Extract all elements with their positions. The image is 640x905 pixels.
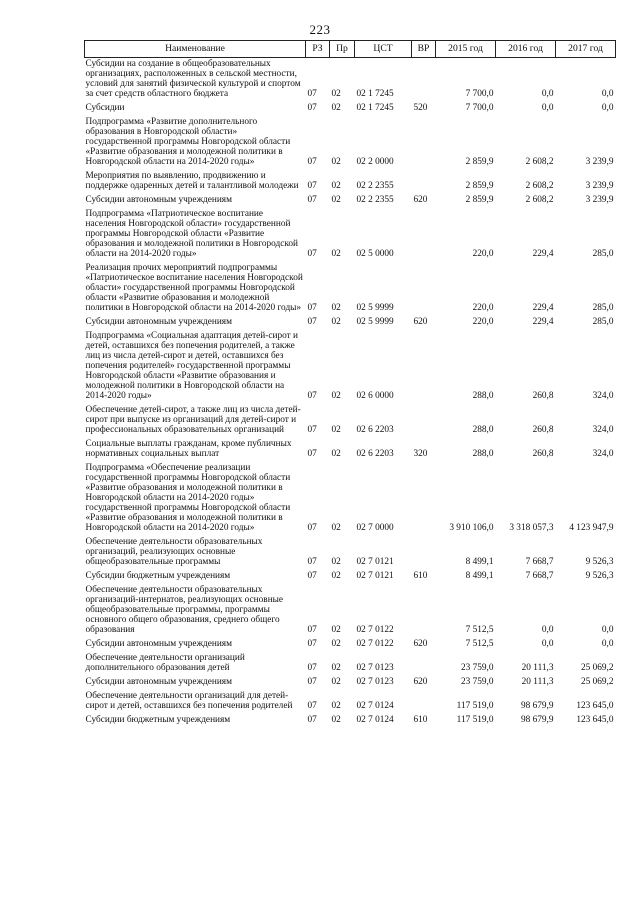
cell-name: Субсидии автономным учреждениям bbox=[85, 639, 232, 649]
cell-vr bbox=[412, 534, 436, 568]
cell-2015: 288,0 bbox=[472, 449, 494, 459]
cell-pr: 02 bbox=[331, 571, 341, 581]
cell-cst: 02 7 0121 bbox=[356, 571, 394, 581]
cell-name: Субсидии на создание в общеобразовательных организациях, расположенных в сельской местности, условий для занятий физической культурой и спортом за счет средств областного бюджета bbox=[85, 59, 301, 99]
cell-2017: 0,0 bbox=[601, 639, 614, 649]
header-cst: ЦСТ bbox=[355, 41, 412, 58]
cell-pr: 02 bbox=[331, 181, 341, 191]
cell-2017: 0,0 bbox=[601, 89, 614, 99]
cell-2016: 2 608,2 bbox=[525, 157, 554, 167]
cell-rz: 07 bbox=[307, 195, 317, 205]
cell-name: Субсидии автономным учреждениям bbox=[85, 677, 232, 687]
cell-vr bbox=[412, 688, 436, 712]
cell-name: Социальные выплаты гражданам, кроме публичных нормативных социальных выплат bbox=[85, 439, 292, 459]
cell-2017: 324,0 bbox=[592, 425, 614, 435]
cell-cst: 02 7 0122 bbox=[356, 639, 394, 649]
cell-name: Обеспечение деятельности организаций для детей-сирот и детей, оставшихся без попечения родителей bbox=[85, 691, 293, 711]
cell-rz: 07 bbox=[307, 557, 317, 567]
table-row bbox=[85, 712, 616, 726]
cell-cst: 02 7 0124 bbox=[356, 715, 394, 725]
cell-name: Подпрограмма «Обеспечение реализации государственной программы Новгородской области «Развитие образования и молодежной политики в Новгородской области на 2014-2020 годы» государственной программы Новгородской области «Развитие образования и молодежной политики в Новгородской области на 2014-2020 годы» bbox=[85, 463, 291, 533]
cell-2017: 0,0 bbox=[601, 625, 614, 635]
cell-2017: 3 239,9 bbox=[585, 157, 614, 167]
cell-cst: 02 5 0000 bbox=[356, 249, 394, 259]
cell-2015: 3 910 106,0 bbox=[449, 523, 494, 533]
cell-2016: 229,4 bbox=[532, 249, 554, 259]
table-row bbox=[85, 460, 616, 534]
cell-name: Обеспечение деятельности образовательных организаций, реализующих основные общеобразовательные программы bbox=[85, 537, 263, 567]
cell-rz: 07 bbox=[307, 677, 317, 687]
cell-vr bbox=[412, 58, 436, 101]
cell-vr bbox=[412, 206, 436, 260]
header-2017: 2017 год bbox=[556, 41, 616, 58]
cell-vr: 620 bbox=[413, 317, 428, 327]
cell-pr: 02 bbox=[331, 425, 341, 435]
cell-rz: 07 bbox=[307, 391, 317, 401]
cell-2015: 23 759,0 bbox=[460, 677, 494, 687]
table-row bbox=[85, 650, 616, 674]
cell-pr: 02 bbox=[331, 195, 341, 205]
cell-rz: 07 bbox=[307, 639, 317, 649]
cell-cst: 02 7 0124 bbox=[356, 701, 394, 711]
header-2015: 2015 год bbox=[436, 41, 496, 58]
cell-2017: 324,0 bbox=[592, 391, 614, 401]
cell-2015: 220,0 bbox=[472, 317, 494, 327]
cell-2015: 288,0 bbox=[472, 391, 494, 401]
cell-cst: 02 2 2355 bbox=[356, 195, 394, 205]
cell-2015: 7 512,5 bbox=[465, 639, 494, 649]
cell-2016: 2 608,2 bbox=[525, 195, 554, 205]
table-row bbox=[85, 192, 616, 206]
cell-rz: 07 bbox=[307, 449, 317, 459]
cell-pr: 02 bbox=[331, 303, 341, 313]
cell-rz: 07 bbox=[307, 89, 317, 99]
cell-2016: 0,0 bbox=[541, 103, 554, 113]
cell-pr: 02 bbox=[331, 557, 341, 567]
cell-rz: 07 bbox=[307, 303, 317, 313]
cell-rz: 07 bbox=[307, 571, 317, 581]
cell-2015: 8 499,1 bbox=[465, 557, 494, 567]
cell-pr: 02 bbox=[331, 317, 341, 327]
cell-name: Субсидии автономным учреждениям bbox=[85, 317, 232, 327]
cell-pr: 02 bbox=[331, 89, 341, 99]
cell-2017: 9 526,3 bbox=[585, 557, 614, 567]
cell-rz: 07 bbox=[307, 103, 317, 113]
cell-2016: 229,4 bbox=[532, 303, 554, 313]
cell-2016: 20 111,3 bbox=[521, 663, 554, 673]
cell-2015: 23 759,0 bbox=[460, 663, 494, 673]
cell-vr bbox=[412, 114, 436, 168]
cell-pr: 02 bbox=[331, 677, 341, 687]
cell-2016: 229,4 bbox=[532, 317, 554, 327]
cell-cst: 02 7 0123 bbox=[356, 677, 394, 687]
cell-name: Обеспечение детей-сирот, а также лиц из числа детей-сирот при выпуске из организаций для детей-сирот и профессиональных образовательных организаций bbox=[85, 405, 301, 435]
cell-2016: 0,0 bbox=[541, 89, 554, 99]
cell-vr bbox=[412, 328, 436, 402]
cell-pr: 02 bbox=[331, 715, 341, 725]
cell-name: Обеспечение деятельности образовательных организаций-интернатов, реализующих основные общеобразовательные программы, программы основного общего образования, среднего общего образования bbox=[85, 585, 284, 635]
cell-name: Субсидии бюджетным учреждениям bbox=[85, 715, 231, 725]
cell-pr: 02 bbox=[331, 523, 341, 533]
cell-pr: 02 bbox=[331, 103, 341, 113]
cell-2017: 285,0 bbox=[592, 249, 614, 259]
cell-2017: 123 645,0 bbox=[576, 701, 614, 711]
table-row bbox=[85, 114, 616, 168]
cell-pr: 02 bbox=[331, 639, 341, 649]
table-row bbox=[85, 568, 616, 582]
cell-name: Мероприятия по выявлению, продвижению и поддержке одаренных детей и талантливой молодежи bbox=[85, 171, 299, 191]
cell-cst: 02 7 0122 bbox=[356, 625, 394, 635]
cell-name: Субсидии бюджетным учреждениям bbox=[85, 571, 231, 581]
cell-vr bbox=[412, 402, 436, 436]
header-rz: РЗ bbox=[306, 41, 330, 58]
cell-pr: 02 bbox=[331, 449, 341, 459]
cell-2016: 7 668,7 bbox=[525, 557, 554, 567]
cell-vr: 320 bbox=[413, 449, 428, 459]
table-row bbox=[85, 402, 616, 436]
cell-vr: 610 bbox=[413, 715, 428, 725]
header-name: Наименование bbox=[85, 41, 306, 58]
table-row bbox=[85, 58, 616, 101]
cell-2015: 117 519,0 bbox=[456, 701, 494, 711]
budget-table bbox=[84, 40, 616, 726]
cell-2015: 2 859,9 bbox=[465, 157, 494, 167]
table-row bbox=[85, 674, 616, 688]
cell-pr: 02 bbox=[331, 625, 341, 635]
cell-vr bbox=[412, 582, 436, 636]
table-row bbox=[85, 636, 616, 650]
cell-vr bbox=[412, 168, 436, 192]
cell-rz: 07 bbox=[307, 181, 317, 191]
cell-2015: 8 499,1 bbox=[465, 571, 494, 581]
cell-2016: 260,8 bbox=[532, 391, 554, 401]
table-header bbox=[85, 41, 616, 58]
cell-2017: 4 123 947,9 bbox=[569, 523, 614, 533]
cell-2015: 220,0 bbox=[472, 249, 494, 259]
header-vr: ВР bbox=[412, 41, 436, 58]
header-row bbox=[85, 41, 616, 58]
cell-name: Подпрограмма «Патриотическое воспитание населения Новгородской области» государственной программы Новгородской области «Развитие образования и молодежной политики в Новгородской области на 2014-2020 годы» bbox=[85, 209, 299, 259]
cell-2015: 7 700,0 bbox=[465, 103, 494, 113]
cell-cst: 02 7 0000 bbox=[356, 523, 394, 533]
cell-2017: 0,0 bbox=[601, 103, 614, 113]
cell-rz: 07 bbox=[307, 715, 317, 725]
cell-cst: 02 2 0000 bbox=[356, 157, 394, 167]
cell-2017: 285,0 bbox=[592, 317, 614, 327]
cell-vr bbox=[412, 460, 436, 534]
cell-cst: 02 1 7245 bbox=[356, 103, 394, 113]
cell-vr: 620 bbox=[413, 639, 428, 649]
cell-2016: 20 111,3 bbox=[521, 677, 554, 687]
cell-pr: 02 bbox=[331, 663, 341, 673]
cell-vr bbox=[412, 650, 436, 674]
table-row bbox=[85, 260, 616, 314]
cell-2017: 285,0 bbox=[592, 303, 614, 313]
table-row bbox=[85, 206, 616, 260]
cell-2015: 288,0 bbox=[472, 425, 494, 435]
cell-rz: 07 bbox=[307, 157, 317, 167]
cell-2017: 25 069,2 bbox=[580, 663, 614, 673]
cell-pr: 02 bbox=[331, 157, 341, 167]
cell-2016: 260,8 bbox=[532, 425, 554, 435]
cell-vr bbox=[412, 260, 436, 314]
table-row bbox=[85, 436, 616, 460]
cell-2015: 7 512,5 bbox=[465, 625, 494, 635]
cell-name: Субсидии автономным учреждениям bbox=[85, 195, 232, 205]
cell-cst: 02 5 9999 bbox=[356, 317, 394, 327]
table-row bbox=[85, 168, 616, 192]
cell-rz: 07 bbox=[307, 317, 317, 327]
cell-2016: 260,8 bbox=[532, 449, 554, 459]
cell-rz: 07 bbox=[307, 625, 317, 635]
table-body bbox=[85, 58, 616, 727]
table-row bbox=[85, 100, 616, 114]
cell-pr: 02 bbox=[331, 249, 341, 259]
cell-cst: 02 1 7245 bbox=[356, 89, 394, 99]
cell-2016: 98 679,9 bbox=[520, 701, 554, 711]
cell-2015: 220,0 bbox=[472, 303, 494, 313]
table-row bbox=[85, 314, 616, 328]
table-row bbox=[85, 534, 616, 568]
header-2016: 2016 год bbox=[496, 41, 556, 58]
cell-2016: 7 668,7 bbox=[525, 571, 554, 581]
cell-rz: 07 bbox=[307, 425, 317, 435]
cell-2015: 2 859,9 bbox=[465, 181, 494, 191]
cell-rz: 07 bbox=[307, 663, 317, 673]
cell-cst: 02 6 2203 bbox=[356, 449, 394, 459]
cell-2015: 117 519,0 bbox=[456, 715, 494, 725]
page-number: 223 bbox=[309, 22, 331, 37]
cell-vr: 620 bbox=[413, 195, 428, 205]
cell-2017: 123 645,0 bbox=[576, 715, 614, 725]
cell-2016: 0,0 bbox=[541, 639, 554, 649]
cell-cst: 02 7 0123 bbox=[356, 663, 394, 673]
table-row bbox=[85, 582, 616, 636]
cell-cst: 02 5 9999 bbox=[356, 303, 394, 313]
cell-2017: 25 069,2 bbox=[580, 677, 614, 687]
cell-cst: 02 2 2355 bbox=[356, 181, 394, 191]
cell-2015: 2 859,9 bbox=[465, 195, 494, 205]
cell-2017: 3 239,9 bbox=[585, 181, 614, 191]
cell-2016: 3 318 057,3 bbox=[509, 523, 554, 533]
cell-name: Реализация прочих мероприятий подпрограммы «Патриотическое воспитание населения Новгородской области» государственной программы Новгородской области «Развитие образования и молодежной политики в Новгородской области на 2014-2020 годы» bbox=[85, 263, 303, 313]
cell-cst: 02 7 0121 bbox=[356, 557, 394, 567]
cell-2016: 98 679,9 bbox=[520, 715, 554, 725]
cell-pr: 02 bbox=[331, 701, 341, 711]
cell-name: Подпрограмма «Социальная адаптация детей-сирот и детей, оставшихся без попечения родителей, а также лиц из числа детей-сирот и детей, оставшихся без попечения родителей» государственной программы Новгородской области «Развитие образования и молодежной политики в Новгородской области на 2014-2020 годы» bbox=[85, 331, 299, 401]
table-row bbox=[85, 688, 616, 712]
cell-cst: 02 6 2203 bbox=[356, 425, 394, 435]
cell-2016: 0,0 bbox=[541, 625, 554, 635]
header-pr: Пр bbox=[330, 41, 355, 58]
cell-2017: 3 239,9 bbox=[585, 195, 614, 205]
cell-cst: 02 6 0000 bbox=[356, 391, 394, 401]
cell-rz: 07 bbox=[307, 523, 317, 533]
cell-name: Субсидии bbox=[85, 103, 125, 113]
table-row bbox=[85, 328, 616, 402]
cell-vr: 520 bbox=[413, 103, 428, 113]
cell-2016: 2 608,2 bbox=[525, 181, 554, 191]
cell-vr: 610 bbox=[413, 571, 428, 581]
cell-2015: 7 700,0 bbox=[465, 89, 494, 99]
cell-rz: 07 bbox=[307, 701, 317, 711]
cell-pr: 02 bbox=[331, 391, 341, 401]
cell-2017: 324,0 bbox=[592, 449, 614, 459]
cell-name: Обеспечение деятельности организаций дополнительного образования детей bbox=[85, 653, 245, 673]
cell-rz: 07 bbox=[307, 249, 317, 259]
cell-vr: 620 bbox=[413, 677, 428, 687]
cell-name: Подпрограмма «Развитие дополнительного образования в Новгородской области» государственной программы Новгородской области «Развитие образования и молодежной политики в Новгородской области на 2014-2020 годы» bbox=[85, 117, 291, 167]
cell-2017: 9 526,3 bbox=[585, 571, 614, 581]
